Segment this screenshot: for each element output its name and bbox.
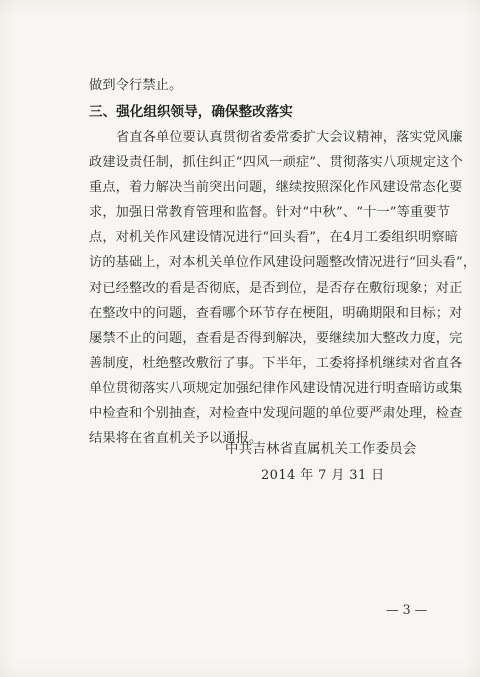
paragraph-line: 省直各单位要认真贯彻省委常委扩大会议精神，落实党风廉 [116,130,463,145]
paragraph-line: 单位贯彻落实八项规定加强纪律作风建设情况进行明查暗访或集 [89,381,463,396]
paragraph-line: 对已经整改的看是否彻底，是否到位，是否存在敷衍现象；对正 [89,281,463,296]
continuation-line: 做到令行禁止。 [89,78,183,93]
paragraph-line: 结果将在省直机关予以通报。 [89,431,263,446]
paragraph-line: 点，对机关作风建设情况进行“回头看”，在4月工委组织明察暗 [89,230,459,245]
signature-date: 2014 年 7 月 31 日 [261,468,385,483]
paragraph-line: 重点，着力解决当前突出问题，继续按照深化作风建设常态化要 [89,180,463,195]
page-number: — 3 — [386,602,428,617]
paragraph-line: 中检查和个别抽查，对检查中发现问题的单位要严肃处理，检查 [89,406,463,421]
paragraph-line: 善制度，杜绝整改敷衍了事。下半年，工委将择机继续对省直各 [89,356,463,371]
paragraph-line: 屡禁不止的问题，查看是否得到解决，要继续加大整改力度，完 [89,331,463,346]
paragraph-line: 访的基础上，对本机关单位作风建设问题整改情况进行“回头看”， [89,255,477,270]
paragraph-line: 求，加强日常教育管理和监督。针对“中秋”、“十一”等重要节 [89,205,451,220]
signature-organization: 中共吉林省直属机关工作委员会 [225,442,417,457]
paragraph-line: 政建设责任制，抓住纠正“四风一顽症”、贯彻落实八项规定这个 [89,155,463,170]
section-heading: 三、强化组织领导，确保整改落实 [89,104,293,120]
paragraph-line: 在整改中的问题，查看哪个环节存在梗阻，明确期限和目标；对 [89,306,463,321]
